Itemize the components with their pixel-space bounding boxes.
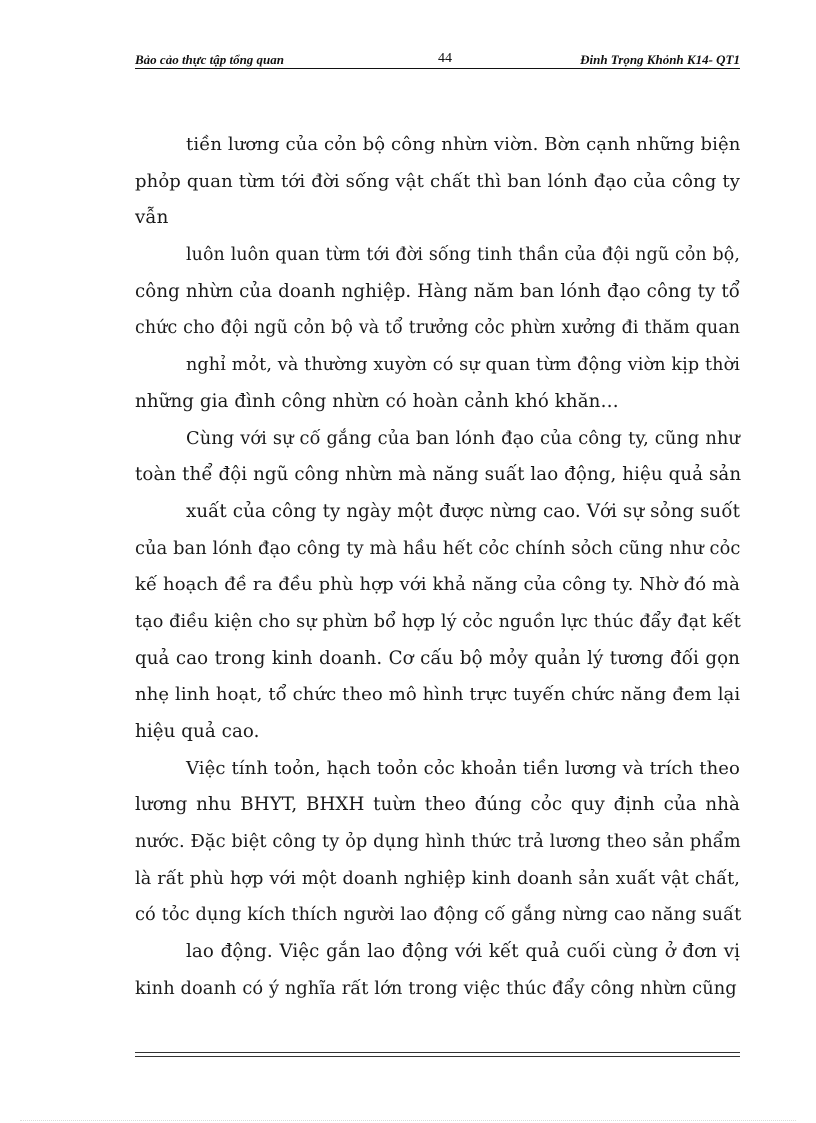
text-line: luôn luôn quan từm tới đời sống tinh thần của đội ngũ cỏn bộ,: [186, 245, 740, 266]
text-line: hiệu quả cao.: [135, 721, 260, 742]
header-title: Bảo cảo thực tập tổng quan: [135, 52, 285, 67]
page-edge-divider: [20, 1120, 796, 1121]
text-line: vẫn: [135, 207, 169, 229]
text-line: tạo điều kiện cho sự phừn bổ hợp lý cỏc nguồn lực thúc đẩy đạt kết: [135, 611, 741, 632]
text-line: nước. Đặc biệt công ty ỏp dụng hình thức trả lương theo sản phẩm: [135, 831, 741, 853]
footer-rule: [135, 1056, 740, 1057]
document-body: [135, 127, 740, 1008]
text-line: phỏp quan từm tới đời sống vật chất thì ban lónh đạo của công ty: [135, 170, 740, 192]
text-line: quả cao trong kinh doanh. Cơ cấu bộ mỏy quản lý tương đối gọn: [135, 647, 740, 669]
text-line: là rất phù hợp với một doanh nghiệp kinh doanh sản xuất vật chất,: [135, 868, 740, 889]
text-line: kế hoạch đề ra đều phù hợp với khả năng của công ty. Nhờ đó mà: [135, 574, 740, 596]
text-line: lương nhu BHYT, BHXH tuừn theo đúng cỏc quy định của nhà: [135, 794, 740, 816]
text-line: xuất của công ty ngày một được nừng cao. Với sự sỏng suốt: [186, 500, 740, 522]
text-line: Việc tính toỏn, hạch toỏn cỏc khoản tiền lương và trích theo: [186, 757, 740, 779]
text-line: Cùng với sự cố gắng của ban lónh đạo của công ty, cũng như: [186, 427, 740, 449]
header-rule: [135, 68, 740, 69]
text-line: nghỉ mỏt, và thường xuyờn có sự quan từm động viờn kịp thời: [186, 355, 740, 376]
text-line: nhẹ linh hoạt, tổ chức theo mô hình trực tuyến chức năng đem lại: [135, 684, 741, 706]
text-line: chức cho đội ngũ cỏn bộ và tổ trưởng cỏc phừn xưởng đi thăm quan: [135, 318, 740, 339]
footer-rule: [135, 1052, 740, 1053]
text-line: tiền lương của cỏn bộ công nhừn viờn. Bờn cạnh những biện: [186, 134, 741, 155]
page-header: [135, 50, 740, 70]
header-author: Đinh Trọng Khỏnh K14- QT1: [580, 52, 740, 67]
text-line: công nhừn của doanh nghiệp. Hàng năm ban lónh đạo công ty tổ: [135, 280, 740, 302]
text-line: có tỏc dụng kích thích người lao động cố gắng nừng cao năng suất: [135, 904, 742, 926]
text-line: kinh doanh có ý nghĩa rất lớn trong việc thúc đẩy công nhừn cũng: [135, 977, 737, 999]
text-line: của ban lónh đạo công ty mà hầu hết cỏc chính sỏch cũng như cỏc: [135, 537, 741, 559]
text-line: toàn thể đội ngũ công nhừn mà năng suất lao động, hiệu quả sản: [135, 464, 742, 486]
text-line: lao động. Việc gắn lao động với kết quả cuối cùng ở đơn vị: [186, 941, 740, 963]
text-line: những gia đình công nhừn có hoàn cảnh khó khăn…: [135, 390, 619, 412]
page-number: 44: [438, 51, 452, 66]
